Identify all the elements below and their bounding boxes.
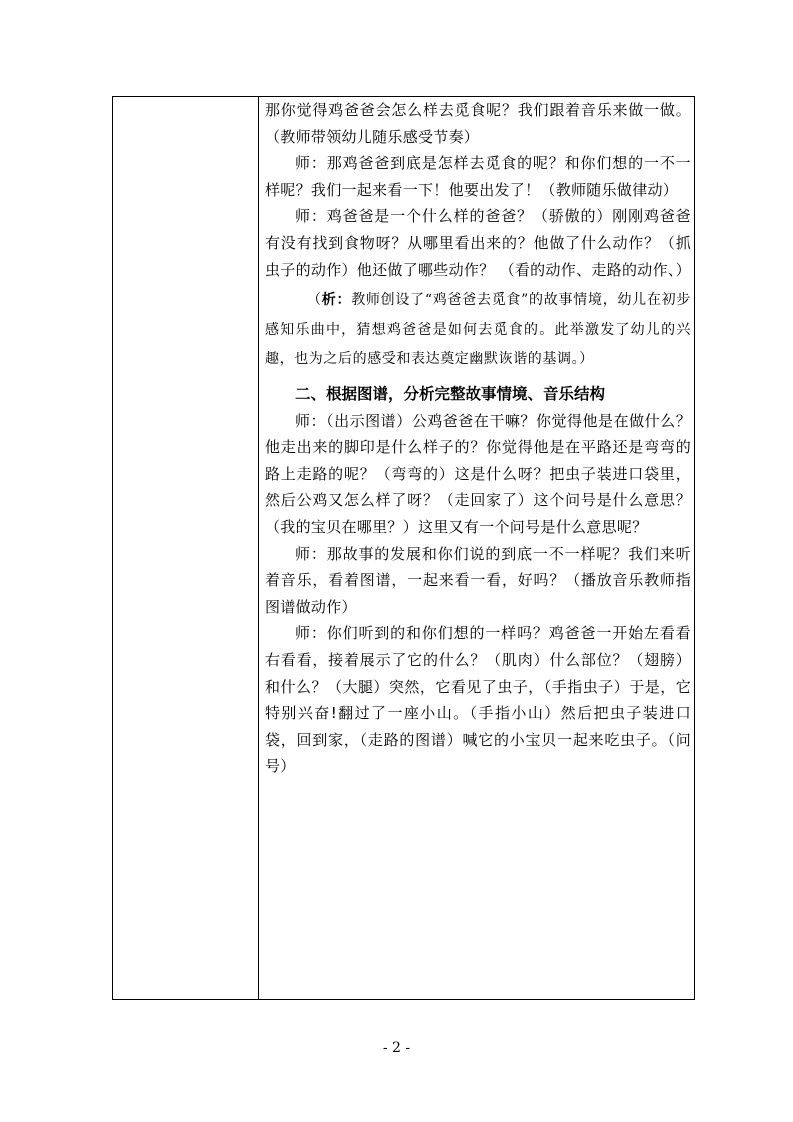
paragraph-6: 师：你们听到的和你们想的一样吗？鸡爸爸一开始左看看右看看，接着展示了它的什么？（肌肉）什么部位？（翅膀）和什么？（大腿）突然，它看见了虫子，（手指虫子）于是，它特别兴奋!翻过了一座小山。（手指小山）然后把虫子装进口袋，回到家，（走路的图谱）喊它的小宝贝一起来吃虫子。（问号） bbox=[265, 624, 691, 776]
paragraph-1: 那你觉得鸡爸爸会怎么样去觅食呢？我们跟着音乐来做一做。（教师带领幼儿随乐感受节奏） bbox=[265, 101, 691, 146]
note-text: 教师创设了“鸡爸爸去觅食”的故事情境，幼儿在初步感知乐曲中，猜想鸡爸爸是如何去觅食的。此举激发了幼儿的兴趣，也为之后的感受和表达奠定幽默诙谐的基调。） bbox=[265, 292, 691, 368]
lesson-table bbox=[112, 96, 695, 1000]
page-number: - 2 - bbox=[382, 1040, 411, 1056]
paragraph-3: 师：鸡爸爸是一个什么样的爸爸？（骄傲的）刚刚鸡爸爸有没有找到食物呀？从哪里看出来的？他做了什么动作？（抓虫子的动作）他还做了哪些动作？ （看的动作、走路的动作、） bbox=[265, 207, 691, 279]
paragraph-2: 师：那鸡爸爸到底是怎样去觅食的呢？和你们想的一不一样呢？我们一起来看一下！他要出发了！（教师随乐做律动） bbox=[265, 154, 691, 199]
table-content-cell bbox=[265, 97, 691, 780]
paragraph-5: 师：那故事的发展和你们说的到底一不一样呢？我们来听着音乐，看着图谱，一起来看一看，好吗？（播放音乐教师指图谱做动作） bbox=[265, 544, 691, 616]
analysis-note bbox=[265, 286, 691, 375]
section-heading: 二、根据图谱，分析完整故事情境、音乐结构 bbox=[295, 384, 606, 403]
paragraph-4: 师：（出示图谱）公鸡爸爸在干嘛？你觉得他是在做什么？他走出来的脚印是什么样子的？你觉得他是在平路还是弯弯的路上走路的呢？（弯弯的）这是什么呀？把虫子装进口袋里，然后公鸡又怎么样了呀？（走回家了）这个问号是什么意思？（我的宝贝在哪里？）这里又有一个问号是什么意思呢？ bbox=[265, 411, 691, 537]
table-left-cell bbox=[113, 97, 259, 999]
note-label: 析： bbox=[321, 292, 352, 309]
note-open-paren: （ bbox=[307, 292, 322, 309]
